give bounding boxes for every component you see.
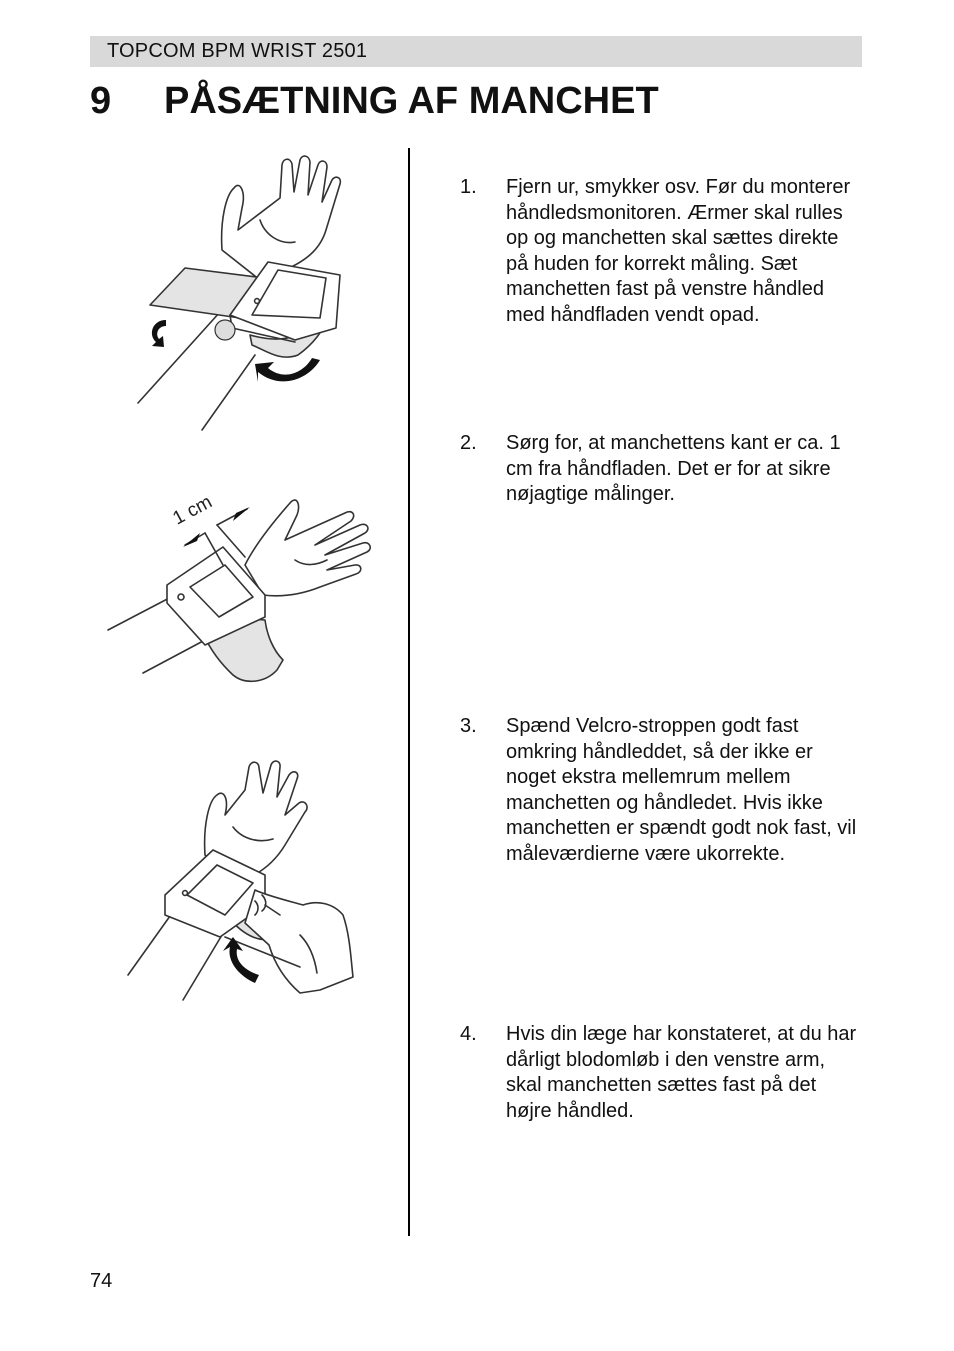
header-label: TOPCOM BPM WRIST 2501 (107, 40, 368, 62)
step-text: Hvis din læge har konstateret, at du har dårligt blodomløb i den venstre arm, skal manchetten sættes fast på det højre håndled. (506, 1023, 857, 1122)
page-number: 74 (90, 1270, 113, 1292)
step-3 (460, 714, 860, 899)
step-number: 1. (460, 176, 477, 198)
step-number: 3. (460, 715, 477, 737)
step-text: Fjern ur, smykker osv. Før du monterer håndledsmonitoren. Ærmer skal rulles op og manchetten skal sættes direkte på huden for korrekt måling. Sæt manchetten fast på venstre håndled med håndfladen vendt opad. (506, 176, 851, 326)
illustration-cuff-distance (105, 485, 385, 690)
step-2 (460, 431, 860, 511)
section-heading: PÅSÆTNING AF MANCHET (164, 80, 659, 122)
step-1 (460, 175, 860, 385)
step-4 (460, 1022, 860, 1132)
step-text: Sørg for, at manchettens kant er ca. 1 cm fra håndfladen. Det er for at sikre nøjagtige målinger. (506, 432, 841, 506)
distance-label: 1 cm (169, 491, 216, 530)
step-number: 2. (460, 432, 477, 454)
illustration-wrap-cuff (130, 150, 360, 435)
illustration-tighten-strap (125, 755, 360, 1005)
step-text: Spænd Velcro-stroppen godt fast omkring håndleddet, så der ikke er noget ekstra mellemrum mellem manchetten og håndledet. Hvis ikke manchetten er spændt godt nok fast, vil måleværdierne være ukorrekte. (506, 715, 857, 865)
running-header (90, 36, 862, 67)
section-number: 9 (90, 80, 112, 122)
step-number: 4. (460, 1023, 477, 1045)
column-divider (408, 148, 410, 1236)
section-title (90, 80, 659, 123)
